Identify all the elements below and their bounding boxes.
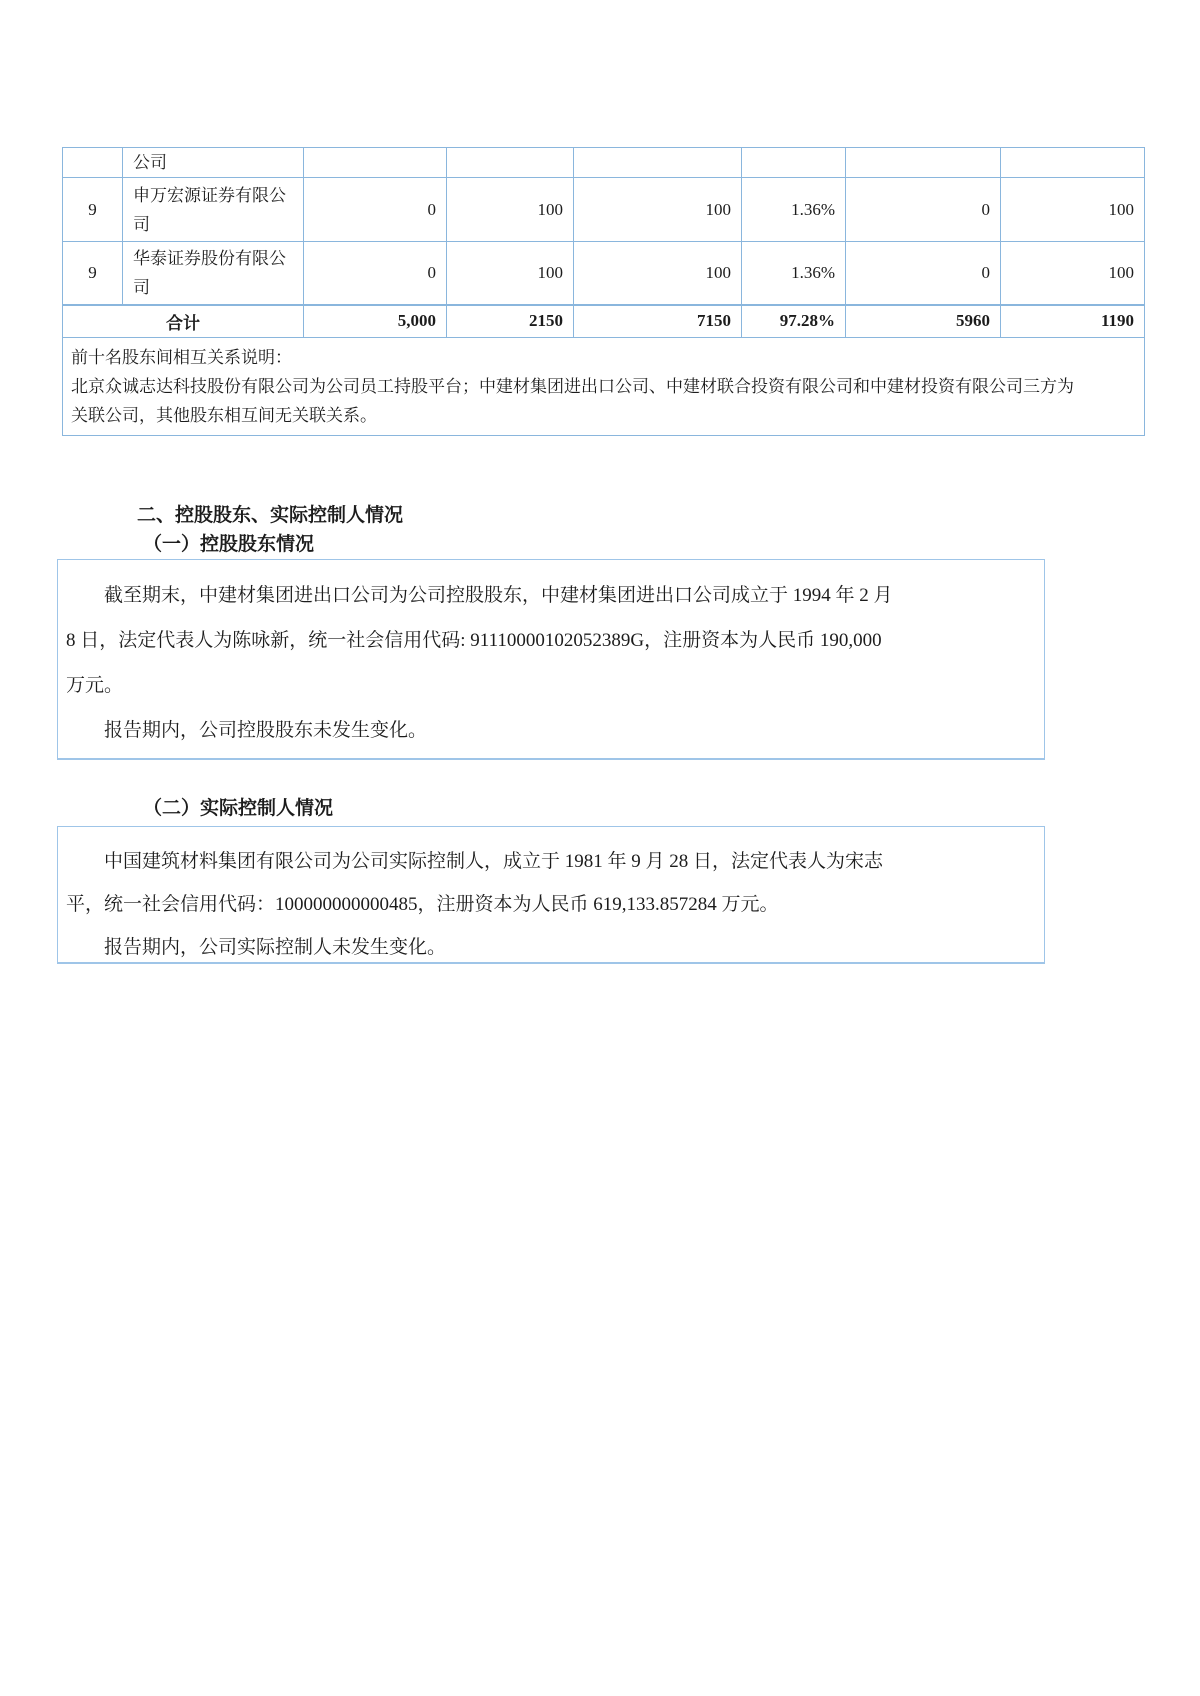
text-line: 报告期内，公司控股股东未发生变化。 — [104, 720, 428, 741]
text-line: 截至期末，中建材集团进出口公司为公司控股股东，中建材集团进出口公司成立于 1994 年 2 月 — [104, 585, 893, 606]
rank-cell — [63, 148, 123, 178]
rank-cell: 9 — [63, 242, 123, 305]
note-line: 北京众诚志达科技股份有限公司为公司员工持股平台；中建材集团进出口公司、中建材联合投资有限公司和中建材投资有限公司三方为 — [71, 377, 1074, 396]
value-cell: 100 — [1001, 242, 1145, 305]
value-cell: 100 — [447, 178, 574, 242]
total-value-cell: 97.28% — [742, 305, 846, 338]
value-cell: 0 — [304, 178, 447, 242]
note-line: 关联公司，其他股东相互间无关联关系。 — [71, 406, 377, 425]
value-cell: 100 — [574, 178, 742, 242]
shareholder-name-cell: 申万宏源证券有限公司 — [123, 178, 304, 242]
value-cell — [447, 148, 574, 178]
total-value-cell: 7150 — [574, 305, 742, 338]
value-cell: 1.36% — [742, 242, 846, 305]
total-value-cell: 5,000 — [304, 305, 447, 338]
text-line: 中国建筑材料集团有限公司为公司实际控制人，成立于 1981 年 9 月 28 日，法定代表人为宋志 — [104, 851, 884, 872]
shareholder-name-cell: 华泰证券股份有限公司 — [123, 242, 304, 305]
controlling-shareholder-text — [58, 560, 1044, 753]
section-heading-controlling-shareholder: 二、控股股东、实际控制人情况 — [137, 505, 404, 526]
text-line: 报告期内，公司实际控制人未发生变化。 — [104, 937, 447, 958]
rank-cell: 9 — [63, 178, 123, 242]
value-cell: 100 — [447, 242, 574, 305]
total-value-cell: 5960 — [846, 305, 1001, 338]
subsection-heading-actual-controller: （二）实际控制人情况 — [143, 798, 334, 819]
total-label-cell: 合计 — [63, 305, 304, 338]
actual-controller-text — [58, 827, 1044, 969]
table-notes-row — [63, 338, 1145, 436]
value-cell — [1001, 148, 1145, 178]
shareholder-table — [62, 147, 1145, 436]
controlling-shareholder-box — [57, 559, 1045, 760]
value-cell — [574, 148, 742, 178]
value-cell — [304, 148, 447, 178]
value-cell — [846, 148, 1001, 178]
total-value-cell: 2150 — [447, 305, 574, 338]
value-cell: 0 — [304, 242, 447, 305]
text-line: 万元。 — [66, 675, 124, 696]
value-cell — [742, 148, 846, 178]
value-cell: 100 — [1001, 178, 1145, 242]
note-line: 前十名股东间相互关系说明： — [71, 348, 292, 367]
text-line: 8 日，法定代表人为陈咏新，统一社会信用代码: 91110000102052389G，注册资本为人民币 190,000 — [66, 630, 882, 651]
total-value-cell: 1190 — [1001, 305, 1145, 338]
actual-controller-box — [57, 826, 1045, 964]
table-row-continuation — [63, 148, 1145, 178]
value-cell: 0 — [846, 178, 1001, 242]
value-cell: 100 — [574, 242, 742, 305]
subsection-heading-controlling-shareholder: （一）控股股东情况 — [143, 534, 315, 555]
table-total-row — [63, 305, 1145, 338]
value-cell: 0 — [846, 242, 1001, 305]
value-cell: 1.36% — [742, 178, 846, 242]
text-line: 平，统一社会信用代码：100000000000485，注册资本为人民币 619,133.857284 万元。 — [66, 894, 779, 915]
relationship-notes-cell — [63, 338, 1145, 436]
table-row — [63, 178, 1145, 242]
table-row — [63, 242, 1145, 305]
shareholder-name-cell: 公司 — [123, 148, 304, 178]
